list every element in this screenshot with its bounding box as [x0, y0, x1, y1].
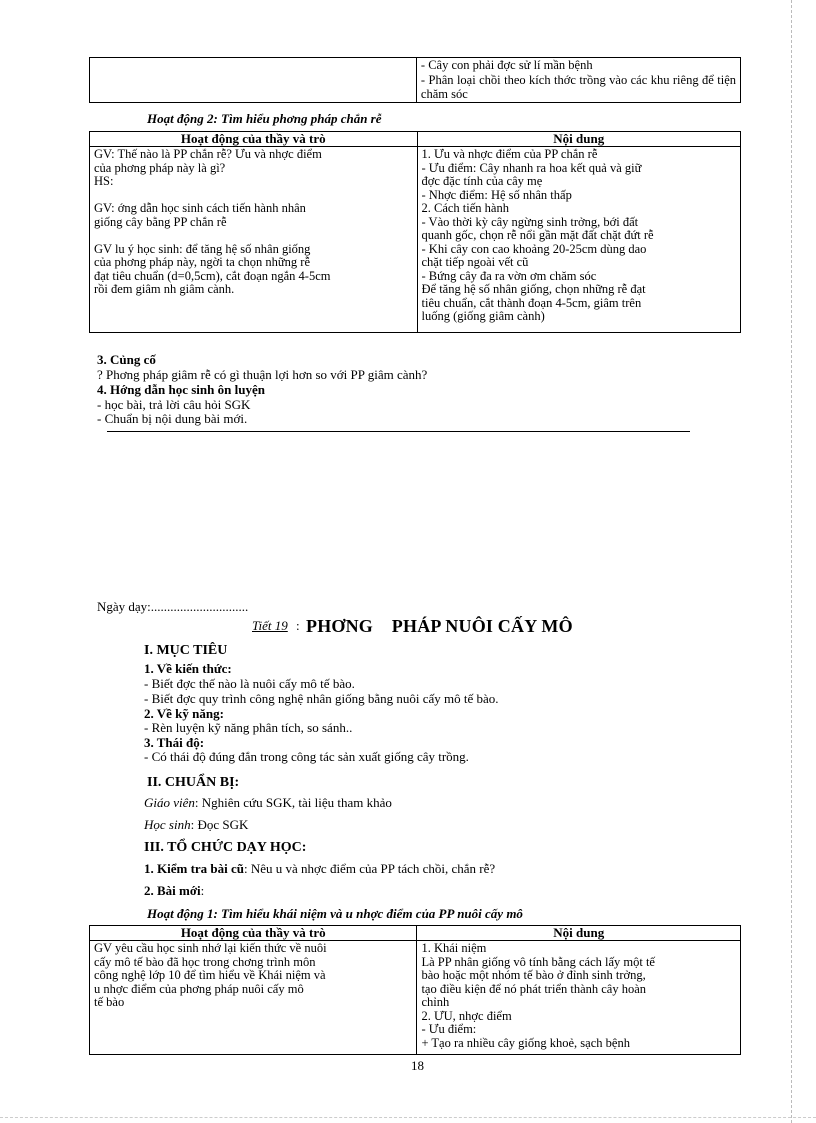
new-lesson [144, 884, 204, 898]
lesson-number-colon: : [296, 618, 300, 633]
activity1-heading: Hoạt động 1: Tìm hiểu khái niệm và u nhợc điểm của PP nuôi cấy mô [147, 906, 523, 921]
consolidate-heading: 3. Củng cố [97, 352, 156, 367]
guide-heading: 4. Hớng dẫn học sinh ôn luyện [97, 382, 265, 397]
attitude-item: - Có thái độ đúng đắn trong công tác sản xuất giống cây trồng. [144, 749, 469, 764]
student-text: : Đọc SGK [190, 817, 249, 832]
consolidate-question: ? Phơng pháp giâm rễ có gì thuận lợi hơn so với PP giâm cành? [97, 367, 428, 382]
cell-line: - Vào thời kỳ cây ngừng sinh trởng, bới đất [421, 215, 639, 229]
cell-line: GV yêu cầu học sinh nhớ lại kiến thức về nuôi [94, 942, 327, 955]
activity1-table [89, 925, 741, 1055]
cell-line: giống cây bằng PP chắn rễ [94, 215, 227, 229]
cell-line: - Ưu điểm: Cây nhanh ra hoa kết quả và giữ [421, 161, 642, 175]
cell-line: Là PP nhân giống vô tính bằng cách lấy một tế [421, 955, 655, 969]
cell-line: đạt tiêu chuẩn (d=0,5cm), cắt đoạn ngắn 4-5cm [94, 269, 331, 283]
cell-line: - Khi cây con cao khoảng 20-25cm dùng dao [421, 242, 647, 256]
lesson-number: Tiết 19 [252, 618, 288, 633]
cell-line: của phơng pháp này là gì? [94, 161, 226, 175]
activity1-col-left-header: Hoạt động của thầy và trò [90, 926, 417, 941]
activity1-left-cell [90, 941, 417, 1055]
cell-line: tế bào [94, 996, 125, 1009]
cell-line: - Bứng cây đa ra vờn ơm chăm sóc [421, 269, 597, 283]
cell-line: 1. Ưu và nhợc điểm của PP chắn rễ [421, 148, 598, 161]
activity2-table [89, 131, 741, 333]
table-top-continuation [89, 57, 741, 103]
cell-line: cấy mô tế bào đã học trong chơng trình môn [94, 955, 316, 969]
check-text: : Nêu u và nhợc điểm của PP tách chồi, chắn rễ? [244, 861, 496, 876]
cell-line: Để tăng hệ số nhân giống, chọn những rễ đạt [421, 283, 646, 296]
cell-line: của phơng pháp này, ngời ta chọn những rễ [94, 256, 311, 269]
teacher-label: Giáo viên [144, 795, 195, 810]
student-prep [144, 818, 248, 832]
cell-line: rồi đem giâm nh giâm cành. [94, 283, 235, 296]
activity2-col-left-header: Hoạt động của thầy và trò [90, 132, 418, 147]
activity1-right-cell [417, 941, 741, 1055]
activity2-col-right-header: Nội dung [417, 132, 741, 147]
cell-line: tiêu chuẩn, cắt thành đoạn 4-5cm, giâm trên [421, 296, 642, 310]
cell-line: quanh gốc, chọn rễ nổi gần mặt đất chặt đứt rễ [421, 229, 654, 242]
cell-line: 1. Khái niệm [421, 942, 487, 955]
guide-item: - Chuẩn bị nội dung bài mới. [97, 411, 248, 426]
cell-line: chỉnh [421, 996, 450, 1009]
cell-line [94, 189, 413, 203]
skills-heading: 2. Về kỹ năng: [144, 706, 224, 721]
skills-item: - Rèn luyện kỹ năng phân tích, so sánh.. [144, 720, 353, 735]
cell-line: công nghệ lớp 10 để tìm hiểu về Khái niệm và [94, 969, 326, 982]
page-number: 18 [411, 1058, 424, 1073]
table-top-left-cell [90, 58, 417, 103]
knowledge-item: - Biết đợc quy trình công nghệ nhân giống bằng nuôi cấy mô tế bào. [144, 691, 499, 706]
cell-line: + Tạo ra nhiều cây giống khoẻ, sạch bệnh [421, 1036, 630, 1050]
activity2-heading: Hoạt động 2: Tìm hiểu phơng pháp chắn rễ [147, 111, 382, 126]
cell-line: tạo điều kiện để nó phát triển thành cây hoàn [421, 982, 647, 996]
table-top-right-cell [416, 58, 740, 103]
cell-line: GV lu ý học sinh: để tăng hệ số nhân giống [94, 242, 311, 256]
cell-line: bào hoặc một nhóm tế bào ở đỉnh sinh trởng, [421, 969, 646, 982]
check-label: 1. Kiểm tra bài cũ [144, 861, 245, 876]
new-lesson-label: 2. Bài mới [144, 883, 201, 898]
knowledge-heading: 1. Về kiến thức: [144, 661, 232, 676]
attitude-heading: 3. Thái độ: [144, 735, 205, 750]
cell-line: GV: ớng dẫn học sinh cách tiến hành nhân [94, 202, 306, 215]
cell-line: - Nhợc điểm: Hệ số nhân thấp [421, 188, 572, 202]
section-preparation: II. CHUẨN BỊ: [147, 775, 240, 790]
activity1-col-right-header: Nội dung [417, 926, 741, 941]
cell-line: chặt tiếp ngoài vết cũ [421, 256, 529, 269]
section-objectives: I. MỤC TIÊU [144, 643, 228, 658]
guide-item: - học bài, trả lời câu hỏi SGK [97, 397, 251, 412]
table-top-line: - Cây con phải đợc sử lí mần bệnh [420, 59, 593, 72]
lesson-title: PHƠNG PHÁP NUÔI CẤY MÔ [306, 616, 573, 636]
cell-line: 2. Cách tiến hành [421, 202, 509, 215]
activity2-left-cell [90, 147, 418, 333]
old-lesson-check [144, 862, 495, 876]
divider [107, 431, 690, 432]
cell-line: u nhợc điểm của phơng pháp nuôi cấy mô [94, 982, 304, 996]
cell-line: - Ưu điểm: [421, 1023, 477, 1036]
knowledge-item: - Biết đợc thế nào là nuôi cấy mô tế bào. [144, 676, 355, 691]
activity2-right-cell [417, 147, 741, 333]
cell-line: GV: Thế nào là PP chắn rễ? Ưu và nhợc điểm [94, 148, 322, 161]
teacher-text: : Nghiên cứu SGK, tài liệu tham khảo [194, 795, 392, 810]
cell-line: đợc đặc tính của cây mẹ [421, 175, 543, 188]
teacher-prep [144, 796, 392, 810]
cell-line [94, 229, 413, 243]
new-lesson-colon: : [200, 883, 205, 898]
cell-line: HS: [94, 175, 114, 188]
table-top-line: - Phân loại chồi theo kích thớc trồng vào các khu riêng để tiện chăm sóc [420, 72, 736, 101]
margin-guide [791, 0, 792, 1123]
date-label: Ngày dạy:.............................. [97, 599, 249, 614]
cell-line: 2. ƯU, nhợc điểm [421, 1009, 512, 1023]
section-organization: III. TỔ CHỨC DẠY HỌC: [144, 840, 307, 855]
bottom-guide [0, 1117, 816, 1118]
student-label: Học sinh [144, 817, 191, 832]
cell-line: luống (giống giâm cành) [421, 310, 545, 323]
